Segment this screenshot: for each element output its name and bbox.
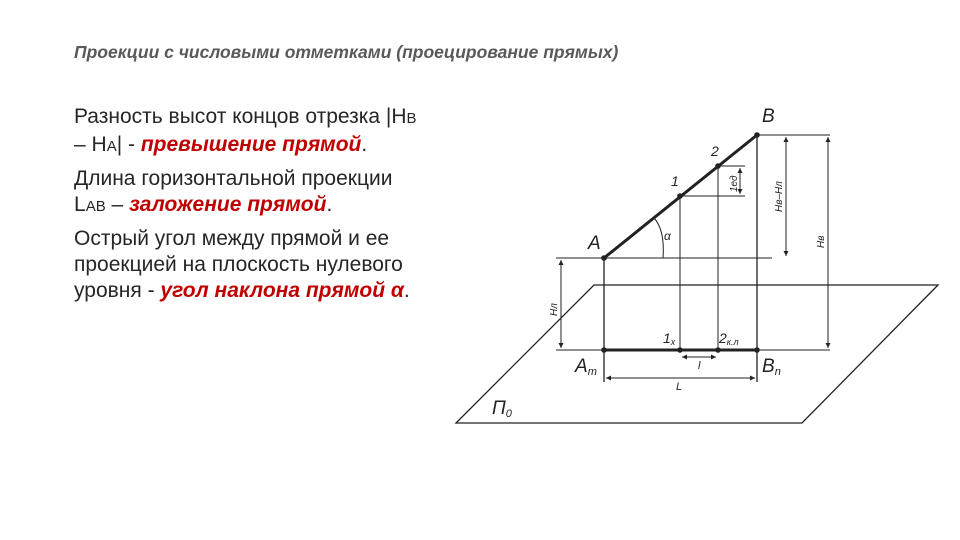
paragraph-rise: Разность высот концов отрезка |HB – HA| - превышение прямой. [74, 105, 417, 156]
label-am: Am [575, 356, 597, 378]
label-bn: Bn [762, 356, 781, 378]
paragraph-run: Длина горизонтальной проекции LAB – заложение прямой. [74, 167, 393, 216]
point-2kl [715, 347, 721, 353]
label-l-small: l [698, 360, 701, 372]
zero-plane [456, 285, 938, 423]
point-1 [677, 193, 683, 199]
point-a [601, 255, 607, 261]
term-run: заложение прямой [129, 193, 327, 216]
slide-title: Проекции с числовыми отметками (проецирование прямых) [74, 42, 619, 62]
label-hb-ha: Hв–Hл [774, 181, 785, 212]
term-angle: угол наклона прямой α [160, 279, 404, 302]
point-1x [677, 347, 683, 353]
point-2 [715, 163, 721, 169]
paragraph-angle: Острый угол между прямой и ее проекцией на плоскость нулевого уровня - угол наклона прямой α. [74, 227, 410, 302]
label-2kl: 2к.л [719, 330, 739, 347]
label-alpha: α [664, 229, 671, 243]
angle-arc [654, 218, 663, 258]
label-1: 1 [671, 173, 679, 189]
label-a: A [588, 233, 601, 254]
term-rise: превышение прямой [140, 133, 362, 156]
label-hb: Hв [816, 235, 827, 248]
label-1x: 1x [663, 330, 676, 347]
label-1eg: 1ед [729, 175, 740, 192]
label-l-large: L [676, 381, 683, 393]
label-b: B [762, 106, 775, 127]
point-am [601, 347, 607, 353]
label-pi: П0 [492, 398, 512, 420]
point-b [754, 132, 760, 138]
label-2: 2 [711, 143, 719, 159]
point-bn [754, 347, 760, 353]
label-ha: Hл [549, 303, 560, 316]
